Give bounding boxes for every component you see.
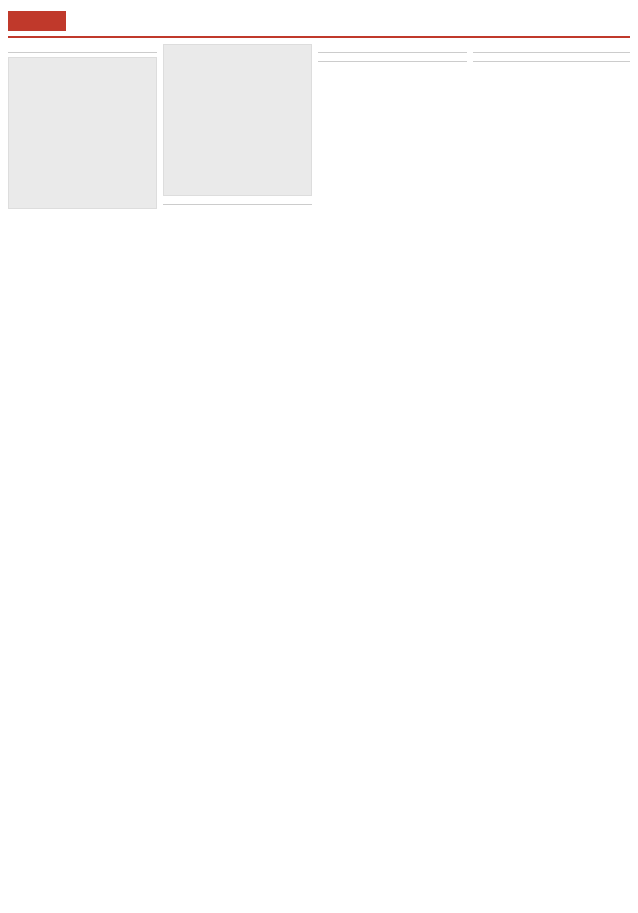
masthead-left	[8, 11, 74, 31]
column-3	[318, 44, 467, 904]
bottom-story	[318, 57, 467, 62]
notice-box	[473, 57, 630, 62]
side-story-1	[163, 200, 312, 205]
masthead	[8, 6, 630, 38]
second-photo	[163, 44, 312, 196]
side-story-2	[318, 48, 467, 53]
column-4	[473, 44, 630, 904]
newspaper-logo	[8, 11, 66, 31]
column-2	[163, 44, 312, 904]
lead-photo	[8, 57, 157, 209]
column-1	[8, 44, 157, 904]
article-grid	[8, 44, 630, 904]
side-story-3	[473, 48, 630, 53]
lead-story	[8, 48, 157, 53]
